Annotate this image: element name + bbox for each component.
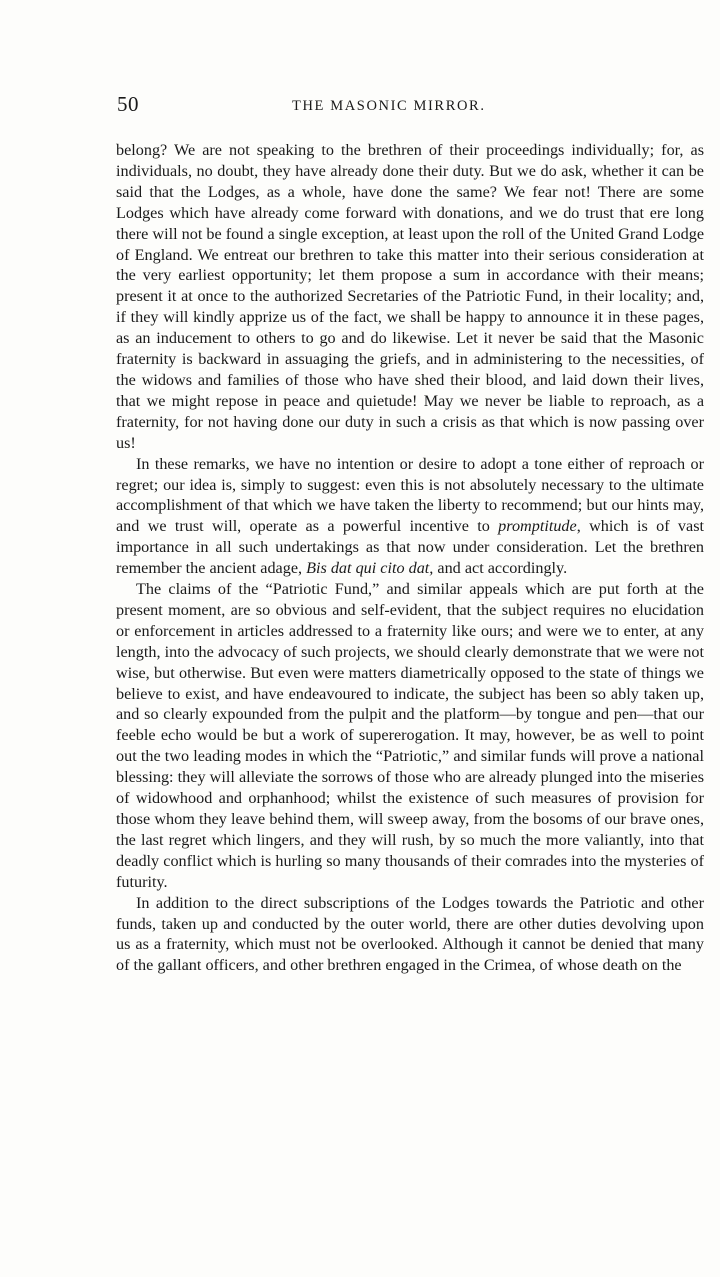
paragraph-3-text: The claims of the “Patriotic Fund,” and similar appeals which are put forth at the present moment, are so obvious and self-evident, that the subject requires no elucidation or enforcement in articles addressed to a fraternity like ours; and were we to enter, at any length, into the advocacy of such projects, we should clearly demonstrate that we were not wise, but otherwise. But even were matters diametrically opposed to the state of things we believe to exist, and have endeavoured to indicate, the subject has been so ably taken up, and so clearly expounded from the pulpit and the platform—by tongue and pen—that our feeble echo would be but a work of supererogation. It may, however, be as well to point out the two leading modes in which the “Patriotic,” and similar funds will prove a national blessing: they will alleviate the sorrows of those who are already plunged into the miseries of widowhood and orphanhood; whilst the existence of such measures of provision for those whom they leave behind them, will sweep away, from the bosoms of our brave ones, the last regret which lingers, and they will rush, by so much the more valiantly, into that deadly conflict which is hurling so many thousands of their comrades into the mysteries of futurity.	[116, 580, 704, 891]
paragraph-1	[116, 140, 704, 454]
paragraph-2-text-c: and act accordingly.	[433, 559, 568, 578]
paragraph-4	[116, 893, 704, 977]
emphasis-promptitude: promptitude	[498, 517, 577, 536]
latin-adage: Bis dat qui cito dat,	[306, 559, 434, 578]
page-number: 50	[117, 92, 139, 116]
paragraph-2	[116, 454, 704, 579]
paragraph-3	[116, 579, 704, 893]
paragraph-1-text: belong? We are not speaking to the brethren of their proceedings individually; for, as individuals, no doubt, they have already done their duty. But we do ask, whether it can be said that the Lodges, as a whole, have done the same? We fear not! There are some Lodges which have already come forward with donations, and we do trust that ere long there will not be found a single exception, at least upon the roll of the United Grand Lodge of England. We entreat our brethren to take this matter into their serious consideration at the very earliest opportunity; let them propose a sum in accordance with their means; present it at once to the authorized Secretaries of the Patriotic Fund, in their locality; and, if they will kindly apprize us of the fact, we shall be happy to announce it in these pages, as an inducement to others to go and do likewise. Let it never be said that the Masonic fraternity is backward in assuaging the griefs, and in administering to the necessities, of the widows and families of those who have shed their blood, and laid down their lives, that we might repose in peace and quietude! May we never be liable to reproach, as a fraternity, for not having done our duty in such a crisis as that which is now passing over us!	[116, 141, 704, 452]
article-body	[116, 140, 704, 976]
paragraph-4-text: In addition to the direct subscriptions of the Lodges towards the Patriotic and other funds, taken up and conducted by the outer world, there are other duties devolving upon us as a fraternity, which must not be overlooked. Although it cannot be denied that many of the gallant officers, and other brethren engaged in the Crimea, of whose death on the	[116, 893, 704, 975]
paragraph-2-text-a: In these remarks, we have no intention or desire to adopt a tone either of reproach or regret; our idea is, simply to suggest: even this is not absolutely necessary to the ultimate accomplishment of that which we have taken the liberty to recommend; but our hints may, and we trust will, operate as a powerful incentive to	[116, 454, 704, 536]
paragraph-2-text-b: , which is of vast importance in all such undertakings as that now under consideration. Let the brethren remember the ancient adage,	[116, 517, 704, 578]
running-title: THE MASONIC MIRROR.	[292, 98, 486, 114]
